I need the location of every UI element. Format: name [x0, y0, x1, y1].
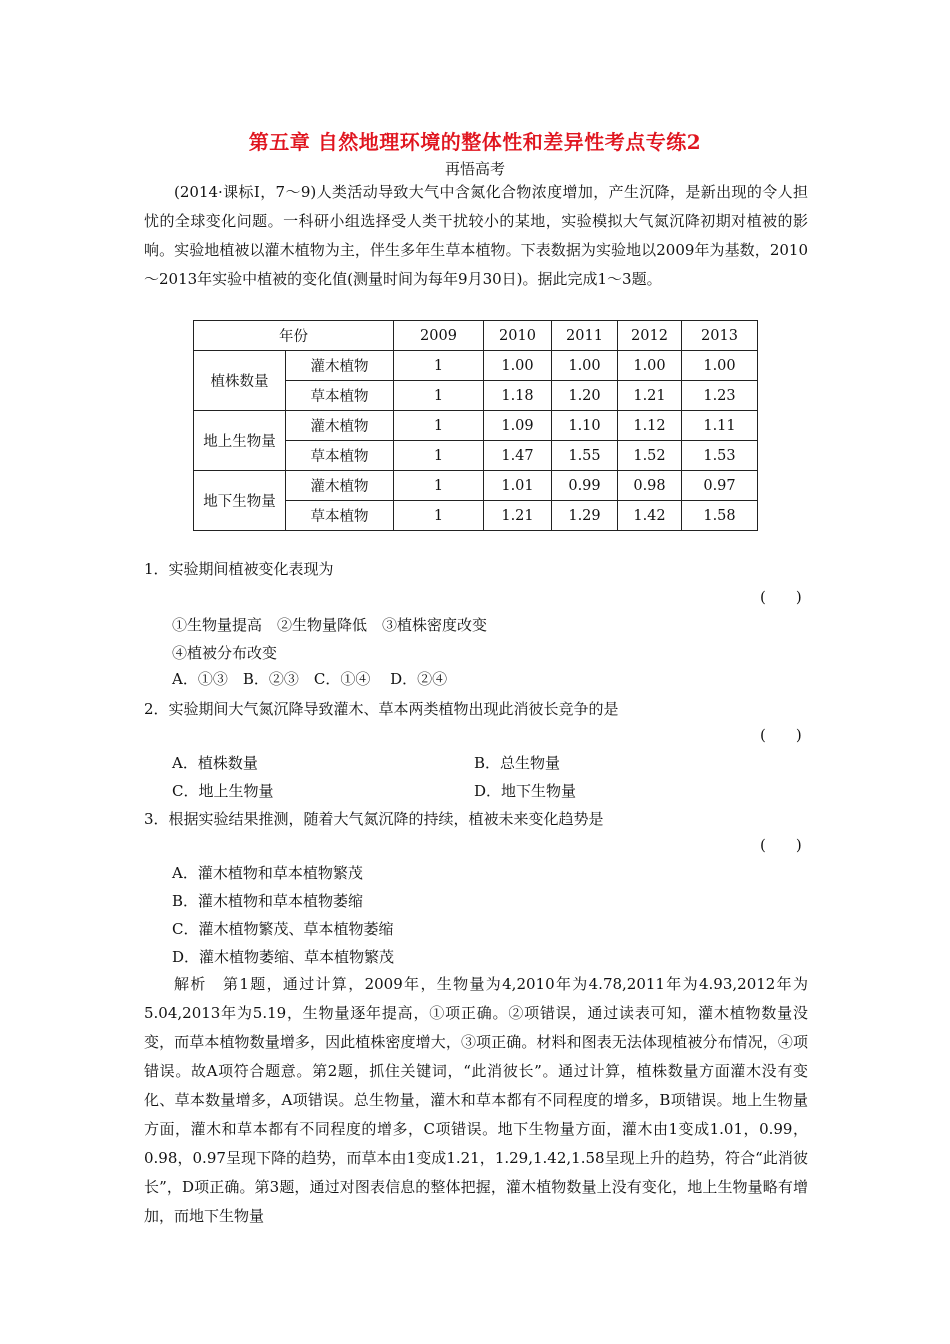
option-c: C．地上生物量 [172, 782, 274, 800]
table-row [194, 411, 758, 441]
table-row [194, 351, 758, 381]
table-cell: 1.00 [618, 351, 682, 381]
table-cell: 1.18 [484, 381, 552, 411]
question-1-options: A．①③ B．②③ C．①④ D．②④ [172, 670, 448, 688]
plant-label: 灌木植物 [286, 351, 394, 381]
table-cell: 1.00 [484, 351, 552, 381]
option-c: C．灌木植物繁茂、草本植物萎缩 [172, 920, 394, 938]
table-cell: 0.97 [682, 471, 758, 501]
table-cell: 1.01 [484, 471, 552, 501]
table-cell: 1.23 [682, 381, 758, 411]
plant-label: 灌木植物 [286, 471, 394, 501]
table-cell: 1.21 [484, 501, 552, 531]
header-year-label: 年份 [194, 321, 394, 351]
plant-label: 灌木植物 [286, 411, 394, 441]
answer-blank: ( ) [760, 588, 802, 606]
table-cell: 1.11 [682, 411, 758, 441]
table-cell: 1.52 [618, 441, 682, 471]
table-cell: 1 [394, 381, 484, 411]
question-1-items: ④植被分布改变 [172, 644, 278, 662]
table-cell: 1.53 [682, 441, 758, 471]
table-cell: 1.10 [552, 411, 618, 441]
table-cell: 1 [394, 471, 484, 501]
group-label: 地上生物量 [194, 411, 286, 471]
section-subtitle: 再悟高考 [444, 160, 505, 178]
table-cell: 1.09 [484, 411, 552, 441]
table-row [194, 471, 758, 501]
table-header-row [194, 321, 758, 351]
option-d: D．地下生物量 [474, 782, 577, 800]
table-cell: 1.42 [618, 501, 682, 531]
page-title: 第五章 自然地理环境的整体性和差异性考点专练2 [248, 130, 702, 154]
question-1-stem: 1．实验期间植被变化表现为 [144, 560, 334, 578]
table-cell: 1.29 [552, 501, 618, 531]
table-cell: 1.55 [552, 441, 618, 471]
table-cell: 1.12 [618, 411, 682, 441]
option-a: A．植株数量 [172, 754, 258, 772]
table-cell: 1 [394, 351, 484, 381]
table-cell: 1.58 [682, 501, 758, 531]
group-label: 地下生物量 [194, 471, 286, 531]
header-year: 2010 [484, 321, 552, 351]
plant-label: 草本植物 [286, 381, 394, 411]
table-cell: 1.00 [682, 351, 758, 381]
question-2-stem: 2．实验期间大气氮沉降导致灌木、草本两类植物出现此消彼长竞争的是 [144, 700, 619, 718]
question-1-items: ①生物量提高 ②生物量降低 ③植株密度改变 [172, 616, 488, 634]
table-cell: 1.47 [484, 441, 552, 471]
table-cell: 1 [394, 501, 484, 531]
header-year: 2009 [394, 321, 484, 351]
question-3-stem: 3．根据实验结果推测，随着大气氮沉降的持续，植被未来变化趋势是 [144, 810, 604, 828]
plant-label: 草本植物 [286, 501, 394, 531]
intro-paragraph: (2014·课标Ⅰ，7～9)人类活动导致大气中含氮化合物浓度增加，产生沉降，是新出现的令人担忧的全球变化问题。一科研小组选择受人类干扰较小的某地，实验模拟大气氮沉降初期对植被的影响。实验地植被以灌木植物为主，伴生多年生草本植物。下表数据为实验地以2009年为基数，2010～2013年实验中植被的变化值(测量时间为每年9月30日)。据此完成1～3题。 [144, 183, 808, 288]
option-b: B．灌木植物和草本植物萎缩 [172, 892, 364, 910]
answer-blank: ( ) [760, 836, 802, 854]
table-cell: 1.20 [552, 381, 618, 411]
analysis-paragraph: 解析 第1题，通过计算，2009年，生物量为4,2010年为4.78,2011年为4.93,2012年为5.04,2013年为5.19，生物量逐年提高，①项正确。②项错误，通过读表可知，灌木植物数量没变，而草本植物数量增多，因此植株密度增大，③项正确。材料和图表无法体现植被分布情况，④项错误。故A项符合题意。第2题，抓住关键词，“此消彼长”。通过计算，植株数量方面灌木没有变化、草本数量增多，A项错误。总生物量，灌木和草本都有不同程度的增多，B项错误。地上生物量方面，灌木和草本都有不同程度的增多，C项错误。地下生物量方面，灌木由1变成1.01，0.99，0.98，0.97呈现下降的趋势，而草本由1变成1.21，1.29,1.42,1.58呈现上升的趋势，符合“此消彼长”，D项正确。第3题，通过对图表信息的整体把握，灌木植物数量上没有变化，地上生物量略有增加，而地下生物量 [144, 975, 808, 1225]
answer-blank: ( ) [760, 726, 802, 744]
header-year: 2013 [682, 321, 758, 351]
table-cell: 1.00 [552, 351, 618, 381]
table-cell: 0.99 [552, 471, 618, 501]
group-label: 植株数量 [194, 351, 286, 411]
table-cell: 1 [394, 441, 484, 471]
option-b: B．总生物量 [474, 754, 561, 772]
table-cell: 1 [394, 411, 484, 441]
option-a: A．灌木植物和草本植物繁茂 [172, 864, 363, 882]
header-year: 2012 [618, 321, 682, 351]
plant-label: 草本植物 [286, 441, 394, 471]
table-cell: 1.21 [618, 381, 682, 411]
vegetation-change-table [193, 320, 758, 531]
table-cell: 0.98 [618, 471, 682, 501]
option-d: D．灌木植物萎缩、草本植物繁茂 [172, 948, 395, 966]
header-year: 2011 [552, 321, 618, 351]
